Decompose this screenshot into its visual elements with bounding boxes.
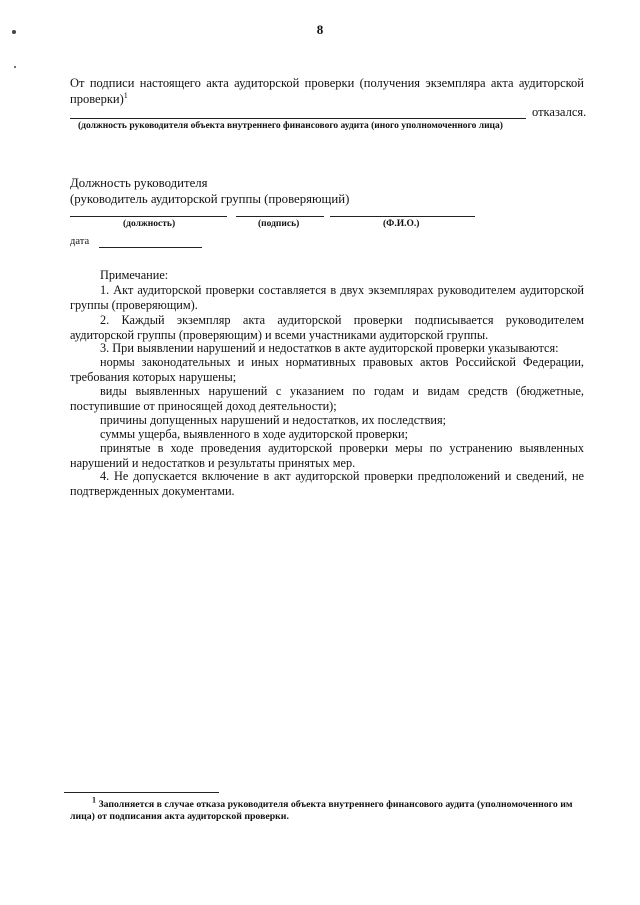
position-caption: (должность) [123, 219, 176, 229]
refusal-statement [70, 76, 584, 107]
signature-caption: (подпись) [258, 219, 300, 229]
refusal-statement-text: От подписи настоящего акта аудиторской проверки (получения экземпляра акта аудиторской проверки) [70, 76, 584, 106]
signer-title [70, 175, 349, 207]
scan-speck [14, 66, 16, 68]
note-item-3-damages: суммы ущерба, выявленного в ходе аудиторской проверки; [100, 427, 408, 441]
full-name-line [330, 216, 475, 217]
refused-text: отказался. [532, 105, 587, 119]
date-label: дата [70, 236, 90, 247]
footnote-text: Заполняется в случае отказа руководителя объекта внутреннего финансового аудита (уполномоченного им лица) от подписания акта аудиторской проверки. [70, 799, 573, 822]
note-item-3-violations: виды выявленных нарушений с указанием по годам и видам средств (бюджетные, поступившие от приносящей доход деятельности); [70, 384, 584, 413]
note-item-3-norms: нормы законодательных и иных нормативных правовых актов Российской Федерации, требования которых нарушены; [70, 355, 584, 384]
date-line [99, 247, 202, 248]
note-item-3-measures: принятые в ходе проведения аудиторской проверки меры по устранению выявленных нарушений и недостатков и результаты принятых мер. [70, 441, 584, 470]
note-item-3: 3. При выявлении нарушений и недостатков в акте аудиторской проверки указываются: [100, 341, 559, 355]
note-item-1: 1. Акт аудиторской проверки составляется в двух экземплярах руководителем аудиторской группы (проверяющим). [70, 283, 584, 312]
signer-title-line2: (руководитель аудиторской группы (проверяющий) [70, 192, 350, 206]
footnote-reference: 1 [123, 90, 128, 100]
note-item-2: 2. Каждый экземпляр акта аудиторской проверки подписывается руководителем аудиторской группы (проверяющим) и всеми участниками аудиторской группы. [70, 313, 584, 342]
note-item-3-causes: причины допущенных нарушений и недостатков, их последствия; [100, 413, 447, 427]
note-item-4: 4. Не допускается включение в акт аудиторской проверки предположений и сведений, не подтвержденных документами. [70, 469, 584, 498]
signature-line [236, 216, 324, 217]
refusal-name-line [70, 118, 526, 119]
signer-title-line1: Должность руководителя [70, 176, 208, 190]
footnote-mark: 1 [92, 795, 96, 805]
page-number: 8 [316, 22, 324, 37]
position-line [70, 216, 227, 217]
footnote-separator [64, 792, 219, 793]
notes-heading: Примечание: [100, 268, 169, 282]
full-name-caption: (Ф.И.О.) [383, 219, 420, 229]
footnote [70, 795, 584, 823]
refusal-line-caption: (должность руководителя объекта внутреннего финансового аудита (иного уполномоченного лица) [78, 121, 503, 131]
